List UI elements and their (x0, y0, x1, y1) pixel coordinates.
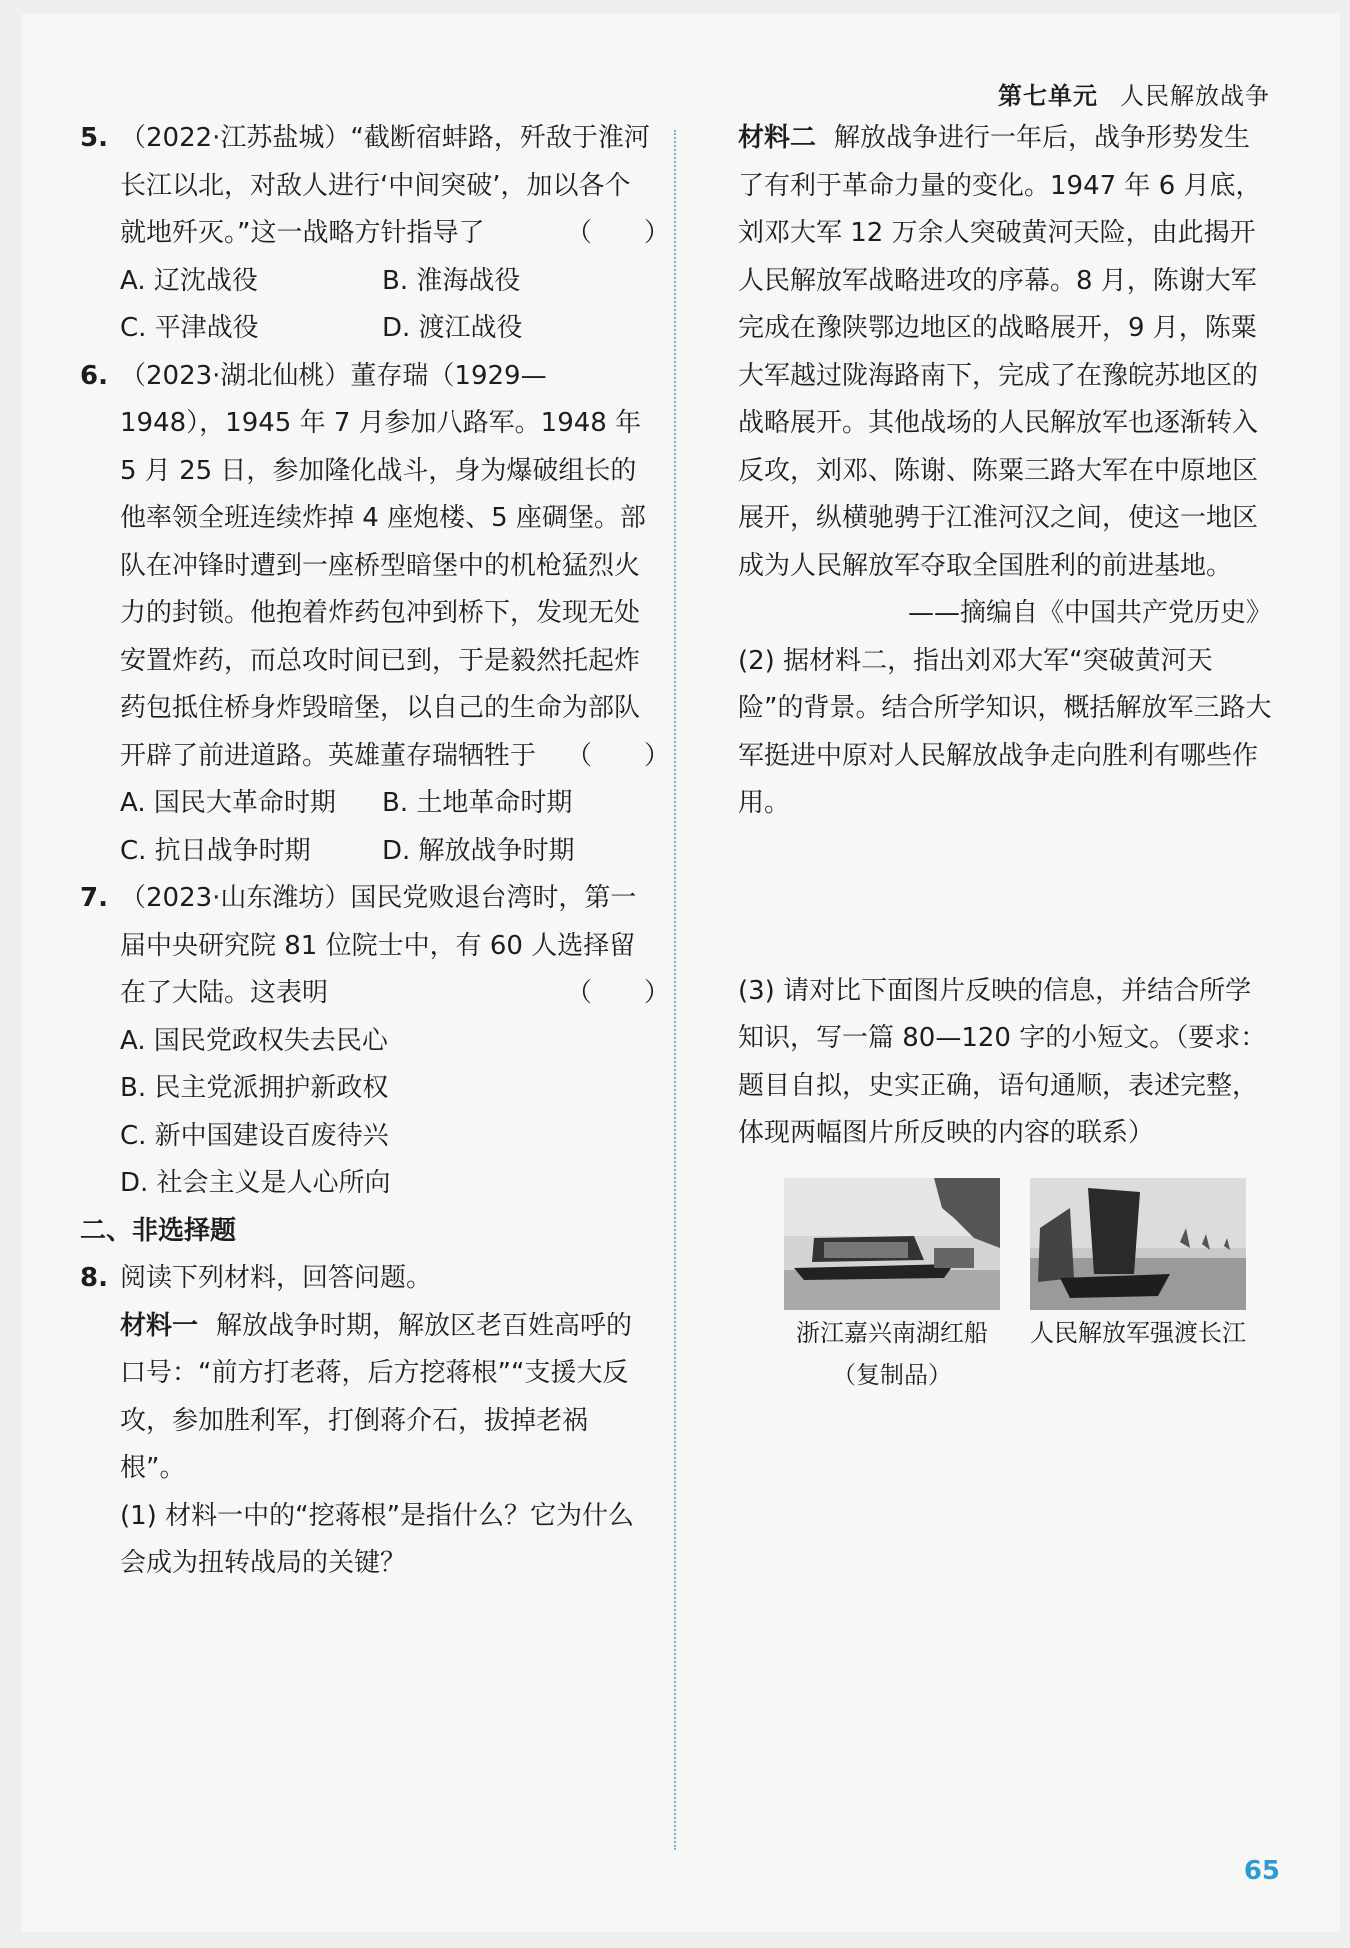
figure-red-boat (784, 1178, 1000, 1394)
sub-question-3: (3) 请对比下面图片反映的信息，并结合所学知识，写一篇 80—120 字的小短文。（要求：题目自拟，史实正确，语句通顺，表述完整，体现两幅图片所反映的内容的联系） (738, 975, 1267, 1148)
answer-blank[interactable]: （ ） (566, 218, 671, 248)
question-number: 5. (80, 123, 108, 153)
material-1 (120, 1303, 650, 1493)
question-stem (120, 875, 671, 1018)
unit-title: 人民解放战争 (1120, 82, 1270, 110)
material-2-source: ——摘编自《中国共产党历史》 (907, 598, 1272, 628)
stem-text: （2022·江苏盐城）“截断宿蚌路，歼敌于淮河长江以北，对敌人进行‘中间突破’，加以各个就地歼灭。”这一战略方针指导了 (120, 123, 650, 248)
options (120, 780, 650, 875)
figures (758, 1178, 1272, 1394)
page-header (998, 76, 1270, 111)
question-stem: 阅读下列材料，回答问题。 (120, 1263, 433, 1293)
option-a[interactable]: A. 辽沈战役 (120, 265, 258, 296)
question-stem (120, 353, 671, 781)
option-d[interactable]: D. 社会主义是人心所向 (120, 1168, 391, 1198)
red-boat-photo (784, 1178, 1000, 1310)
figure-caption: 人民解放军强渡长江 (1030, 1318, 1246, 1347)
sub-question-1: (1) 材料一中的“挖蒋根”是指什么？它为什么会成为扭转战局的关键？ (120, 1500, 635, 1578)
unit-label: 第七单元 (998, 82, 1098, 110)
question-number: 8. (80, 1263, 108, 1293)
stem-text: （2023·湖北仙桃）董存瑞（1929—1948），1945 年 7 月参加八路军。1948 年 5 月 25 日，参加隆化战斗，身为爆破组长的他率领全班连续炸掉 4 座炮楼、5 座碉堡。部队在冲锋时遭到一座桥型暗堡中的机枪猛烈火力的封锁。他抱着炸药包冲到桥下，发现无处安置炸药，而总攻时间已到，于是毅然托起炸药包抵住桥身炸毁暗堡，以自己的生命为部队开辟了前进道路。英雄董存瑞牺牲于 (120, 360, 646, 771)
option-b[interactable]: B. 民主党派拥护新政权 (120, 1073, 389, 1103)
options (120, 258, 650, 353)
material-2-text: 解放战争进行一年后，战争形势发生了有利于革命力量的变化。1947 年 6 月底，刘邓大军 12 万余人突破黄河天险，由此揭开人民解放军战略进攻的序幕。8 月，陈谢大军完成在豫陕鄂边地区的战略展开，9 月，陈粟大军越过陇海路南下，完成了在豫皖苏地区的战略展开。其他战场的人民解放军也逐渐转入反攻，刘邓、陈谢、陈粟三路大军在中原地区展开，纵横驰骋于江淮河汉之间，使这一地区成为人民解放军夺取全国胜利的前进基地。 (738, 123, 1262, 581)
material-2 (738, 115, 1272, 638)
yangtze-crossing-photo (1030, 1178, 1246, 1310)
question-stem (120, 115, 671, 258)
right-column (738, 115, 1272, 1394)
option-a[interactable]: A. 国民大革命时期 (120, 788, 336, 818)
figure-yangtze-crossing (1030, 1178, 1246, 1394)
question-5 (80, 115, 671, 353)
sub-question-2: (2) 据材料二，指出刘邓大军“突破黄河天险”的背景。结合所学知识，概括解放军三路大军挺进中原对人民解放战争走向胜利有哪些作用。 (738, 645, 1272, 818)
column-divider (674, 130, 676, 1850)
answer-space[interactable] (738, 828, 1272, 968)
option-c[interactable]: C. 抗日战争时期 (120, 835, 311, 866)
answer-blank[interactable]: （ ） (566, 978, 671, 1008)
option-d[interactable]: D. 渡江战役 (382, 313, 523, 343)
stem-text: （2023·山东潍坊）国民党败退台湾时，第一届中央研究院 81 位院士中，有 60 人选择留在了大陆。这表明 (120, 883, 637, 1008)
answer-blank[interactable]: （ ） (566, 740, 671, 771)
left-column (80, 115, 671, 1588)
option-b[interactable]: B. 淮海战役 (382, 265, 521, 296)
material-1-label: 材料一 (120, 1310, 199, 1341)
option-c[interactable]: C. 平津战役 (120, 313, 259, 343)
figure-caption-note: （复制品） (832, 1360, 952, 1389)
option-a[interactable]: A. 国民党政权失去民心 (120, 1025, 388, 1056)
question-6 (80, 353, 671, 876)
question-number: 7. (80, 883, 108, 913)
option-c[interactable]: C. 新中国建设百废待兴 (120, 1120, 389, 1151)
option-d[interactable]: D. 解放战争时期 (382, 835, 575, 866)
section-heading: 二、非选择题 (80, 1215, 237, 1246)
question-number: 6. (80, 360, 108, 391)
material-2-label: 材料二 (738, 123, 817, 153)
page-number: 65 (1243, 1856, 1280, 1886)
question-8 (80, 1255, 650, 1588)
option-b[interactable]: B. 土地革命时期 (382, 788, 573, 818)
figure-caption: 浙江嘉兴南湖红船 (796, 1318, 988, 1347)
material-1-text: 解放战争时期，解放区老百姓高呼的口号：“前方打老蒋，后方挖蒋根”“支援大反攻，参加胜利军，打倒蒋介石，拔掉老祸根”。 (120, 1310, 633, 1483)
question-7 (80, 875, 671, 1208)
options (120, 1018, 650, 1208)
